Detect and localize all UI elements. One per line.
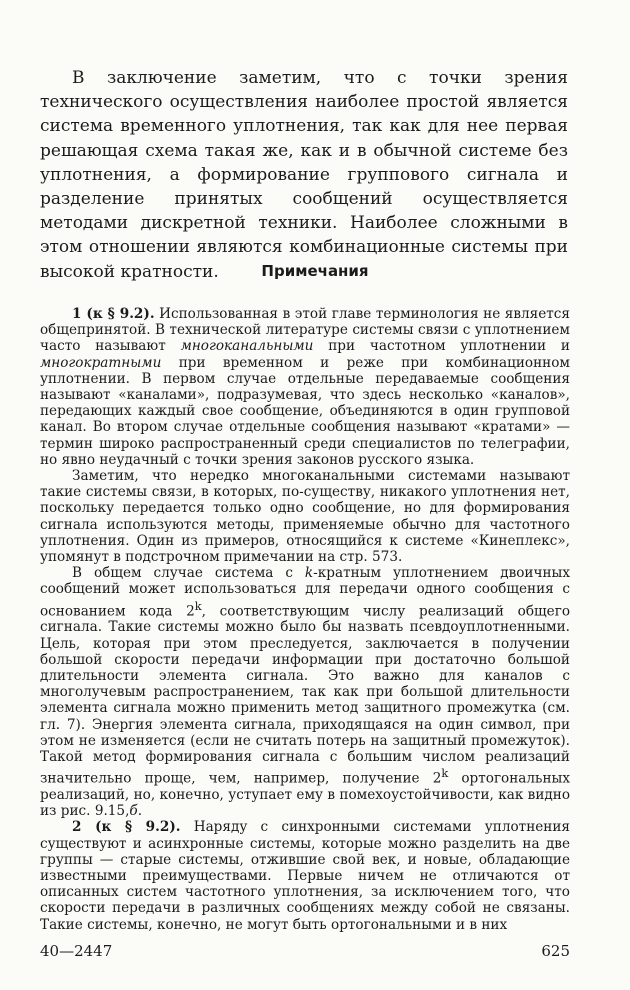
note-1-p3-text-e: . bbox=[137, 803, 143, 820]
notes-body bbox=[40, 306, 570, 933]
note-1-p3-text-c: , соответствующим числу реализаций общего сигнала. Такие системы можно было бы назвать псевдоуплотненными. Цель, которая при этом преследуется, заключается в получении большой скорости передачи информации при достаточно большой длительности элемента сигнала. Это важно для каналов с многолучевым распространением, так как при большой длительности элемента сигнала можно применить метод защитного промежутка (см. гл. 7). Энергия элемента сигнала, приходящаяся на один символ, при этом не изменяется (если не считать потерь на защитный промежуток). Такой метод формирования сигнала с большим числом реализаций значительно проще, чем, например, получение 2 bbox=[40, 603, 570, 787]
page-number: 625 bbox=[541, 942, 570, 960]
notes-heading: Примечания bbox=[261, 262, 369, 280]
note-2-text: Наряду с синхронными системами уплотнения существуют и асинхронные системы, которые можно разделить на две группы — старые системы, отжившие свой век, и новые, обладающие известными преимуществами. Первые ничем не отличаются от описанных систем частотного уплотнения, за исключением того, что скорости передачи в различных сообщениях между собой не связаны. Такие системы, конечно, не могут быть ортогональными и в них bbox=[40, 819, 570, 933]
note-1-paragraph-2: Заметим, что нередко многоканальными системами называют такие системы связи, в которых, по-существу, никакого уплотнения нет, поскольку передается только одно сообщение, но для формирования сигнала используются методы, применяемые обычно для частотного уплотнения. Один из примеров, относящийся к системе «Кинеплекс», упомянут в подстрочном примечании на стр. 573. bbox=[40, 468, 570, 566]
note-1-italic-term-2: многократными bbox=[40, 354, 162, 371]
note-1-text-b: при частотном уплотнении и bbox=[313, 338, 570, 355]
note-1-p3-exponent-2: k bbox=[441, 766, 449, 781]
note-1-p3-var-k: k bbox=[304, 565, 314, 582]
intro-paragraph: В заключение заметим, что с точки зрения технического осуществления наиболее простой является система временного уплотнения, так как для нее первая решающая схема такая же, как и в обычной системе без уплотнения, а формирование группового сигнала и разделение принятых сообщений осуществляется методами дискретной техники. Наиболее сложными в этом отношении являются комбинационные системы при высокой кратности. bbox=[40, 68, 568, 282]
note-1-text-a: Использованная в этой главе терминология не является общепринятой. В технической литературе системы связи с уплотнением часто называют bbox=[40, 306, 570, 355]
note-2-label: 2 (к § 9.2). bbox=[72, 819, 181, 836]
note-1-p3-exponent-1: k bbox=[194, 598, 202, 613]
note-1-p3-text-a: В общем случае система с bbox=[72, 565, 305, 582]
note-2-paragraph bbox=[40, 819, 570, 932]
note-1-paragraph-3 bbox=[40, 565, 570, 819]
note-1-p3-figure-letter: б bbox=[129, 803, 138, 820]
note-1-label: 1 (к § 9.2). bbox=[72, 306, 155, 322]
note-1-p3-text-d: ортогональных реализаций, но, конечно, уступает ему в помехоустойчивости, как видно из рис. 9.15, bbox=[40, 770, 570, 820]
note-1-paragraph bbox=[40, 306, 570, 468]
note-1-text-c: при временном и реже при комбинационном уплотнении. В первом случае отдельные передаваемые сообщения называют «каналами», подразумевая, что здесь несколько «каналов», передающих каждый свое сообщение, объединяются в один групповой канал. Во втором случае отдельные сообщения называют «кратами» — термин широко распространенный среди специалистов по телеграфии, но явно неудачный с точки зрения законов русского языка. bbox=[40, 354, 570, 468]
note-1-p3-text-b: -кратным уплотнением двоичных сообщений может использоваться для передачи одного сообщения с основанием кода 2 bbox=[40, 565, 570, 620]
print-signature: 40—2447 bbox=[40, 942, 113, 960]
note-1-italic-term-1: многоканальными bbox=[180, 338, 314, 355]
